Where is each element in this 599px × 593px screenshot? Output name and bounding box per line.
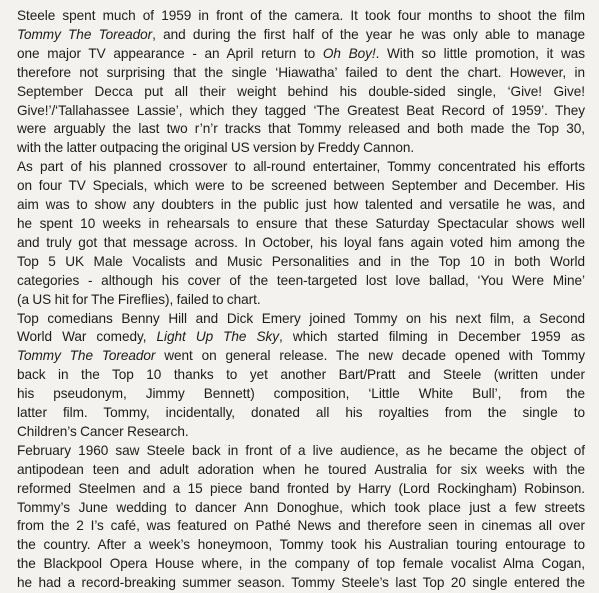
italic-title: Light Up The Sky [156,329,280,345]
text-line: February 1960 saw Steele back in front of a live audience, as he became the object of [17,442,585,458]
text-line: the Blackpool Opera House where, in the company of top female vocalist Alma Cogan, [17,556,585,572]
text-line: Tommy The Toreador, and during the first half of the year he was only able to manage [17,26,585,42]
text-line: September Decca put all their weight behind his double-sided single, ‘Give! Give! [17,83,585,99]
paragraph [17,158,585,309]
paragraph [17,7,585,158]
text-line: his pseudonym, Jimmy Bennett) composition, ‘Little White Bull’, from the [17,386,585,402]
italic-title: Tommy The Toreador [17,26,153,42]
text-line: Children’s Cancer Research. [17,423,189,439]
text-line: As part of his planned crossover to all-round entertainer, Tommy concentrated his efforts [17,159,585,175]
text-line: aim was to show any doubters in the public just how talented and versatile he was, and [17,197,585,213]
text-line: Top 5 UK Male Vocalists and Music Personalities and in the Top 10 in both World [17,253,585,269]
text-line: back in the Top 10 thanks to yet another Bart/Pratt and Steele (written under [17,367,585,383]
text-line: latter film. Tommy, incidentally, donated all his royalties from the single to [17,405,585,421]
text-line: therefore not surprising that the single ‘Hiawatha’ failed to dent the chart. However, in [17,64,585,80]
text-line: Steele spent much of 1959 in front of the camera. It took four months to shoot the film [17,8,585,23]
text-line: Give!’/‘Tallahassee Lassie’, which they tagged ‘The Greatest Beat Record of 1959’. They [17,102,585,118]
text-line: with the latter outpacing the original US version by Freddy Cannon. [17,140,415,156]
text-line: World War comedy, Light Up The Sky, which started filming in December 1959 as [17,329,585,345]
paragraph [17,442,585,593]
text-line: the country. After a week’s honeymoon, Tommy took his Australian touring entourage to [17,537,585,553]
text-line: he spent 10 weeks in rehearsals to ensure that these Saturday Spectacular shows well [17,215,585,231]
text-line: he had a record-breaking summer season. Tommy Steele’s last Top 20 single entered the [17,575,585,591]
paragraph [17,310,585,442]
body-text [17,7,585,593]
text-line: reformed Steelmen and a 15 piece band fronted by Harry (Lord Rockingham) Robinson. [17,480,585,496]
italic-title: Oh Boy! [322,45,376,61]
text-line: and truly got that message across. In October, his loyal fans again voted him among the [17,234,585,250]
italic-title: Tommy The Toreador [17,348,156,364]
text-line: categories - although his cover of the teen-targeted lost love ballad, ‘You Were Mine’ [17,272,585,288]
text-line: Top comedians Benny Hill and Dick Emery joined Tommy on his next film, a Second [17,310,585,326]
text-line: Tommy The Toreador went on general release. The new decade opened with Tommy [17,348,585,364]
text-line: on four TV Specials, which were to be screened between September and December. His [17,178,585,194]
text-line: one major TV appearance - an April return to Oh Boy!. With so little promotion, it was [17,45,585,61]
text-line: antipodean teen and adult adoration when he toured Australia for six weeks with the [17,461,585,477]
text-line: (a US hit for The Fireflies), failed to chart. [17,291,261,307]
text-line: from the 2 I’s café, was featured on Pathé News and therefore seen in cinemas all over [17,518,585,534]
text-line: Tommy’s June wedding to dancer Ann Donoghue, which took place just a few streets [17,499,585,515]
text-line: were arguably the last two r’n’r tracks that Tommy released and both made the Top 30, [17,121,585,137]
